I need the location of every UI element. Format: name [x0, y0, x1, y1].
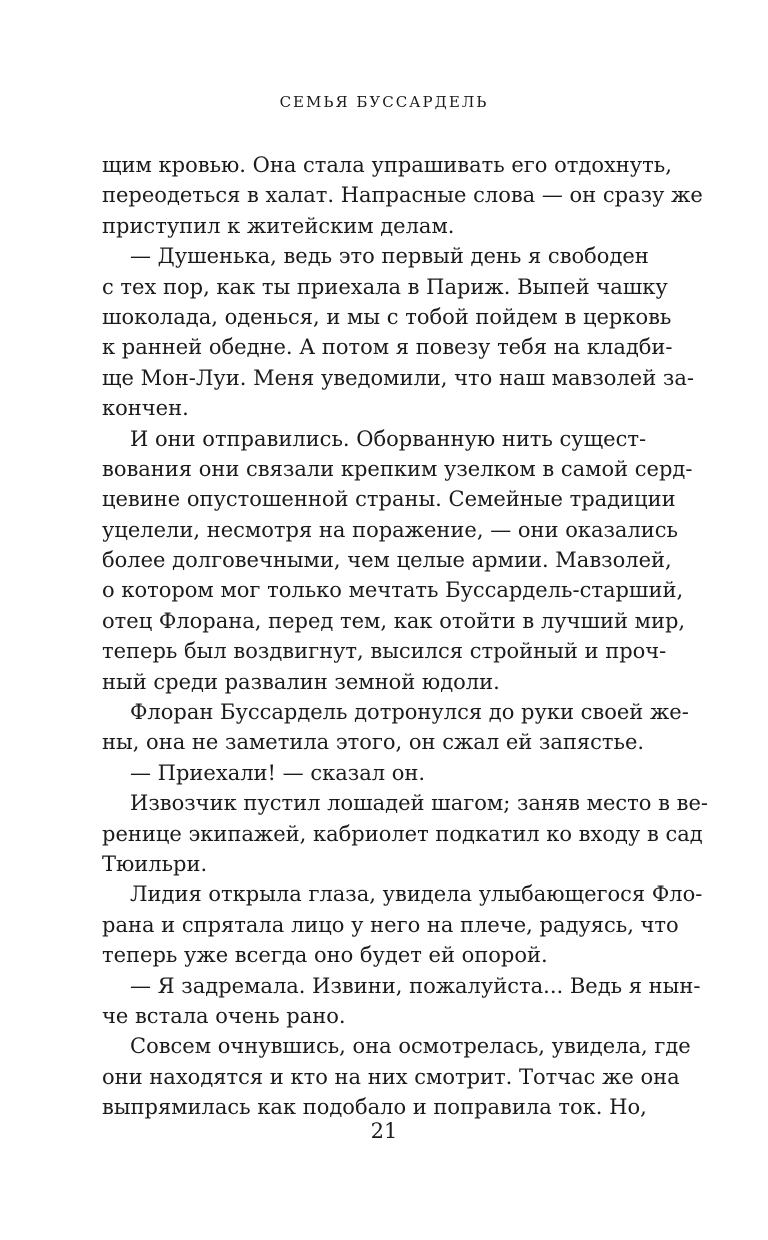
text-line: теперь уже всегда оно будет ей опорой. [102, 943, 548, 968]
text-line: Совсем очнувшись, она осмотрелась, увидела, где [130, 1034, 691, 1059]
text-line: Флоран Буссардель дотронулся до руки своей же- [130, 700, 689, 725]
text-line: щим кровью. Она стала упрашивать его отдохнуть, [102, 153, 672, 177]
text-line: ще Мон-Луи. Меня уведомили, что наш мавзолей за- [102, 365, 694, 390]
text-line: теперь был воздвигнут, высился стройный и проч- [102, 639, 667, 664]
text-line: Лидия открыла глаза, увидела улыбающегося Фло- [130, 882, 703, 907]
text-line: Извозчик пустил лошадей шагом; заняв место в ве- [130, 791, 708, 816]
text-line: выпрямилась как подобало и поправила ток. Но, [102, 1095, 647, 1120]
text-line: че встала очень рано. [102, 1003, 346, 1028]
text-line: ный среди развалин земной юдоли. [102, 669, 500, 694]
text-line: ны, она не заметила этого, он сжал ей запястье. [102, 730, 645, 755]
text-line: вования они связали крепким узелком в самой серд- [102, 456, 693, 481]
text-line: переодеться в халат. Напрасные слова — он сразу же [102, 183, 703, 208]
text-line: Тюильри. [102, 851, 208, 876]
text-line: кончен. [102, 396, 189, 421]
body-text [102, 150, 708, 1123]
text-line: с тех пор, как ты приехала в Париж. Выпей чашку [102, 274, 668, 299]
text-line: к ранней обедне. А потом я повезу тебя на кладби- [102, 335, 673, 360]
text-line: цевине опустошенной страны. Семейные традиции [102, 487, 676, 512]
text-line: приступил к житейским делам. [102, 213, 455, 238]
page-number: 21 [370, 1119, 398, 1143]
text-line: отец Флорана, перед тем, как отойти в лучший мир, [102, 608, 686, 633]
text-line: рана и спрятала лицо у него на плече, радуясь, что [102, 912, 679, 937]
running-head: СЕМЬЯ БУССАРДЕЛЬ [279, 93, 489, 111]
text-line: более долговечными, чем целые армии. Мавзолей, [102, 548, 672, 573]
text-line: — Душенька, ведь это первый день я свободен [130, 244, 649, 269]
text-line: — Приехали! — сказал он. [130, 760, 426, 785]
text-line: шоколада, оденься, и мы с тобой пойдем в церковь [102, 304, 672, 329]
text-line: ренице экипажей, кабриолет подкатил ко входу в сад [102, 821, 703, 846]
text-line: уцелели, несмотря на поражение, — они оказались [102, 517, 678, 542]
text-line: о котором мог только мечтать Буссардель-старший, [102, 578, 684, 603]
text-line: они находятся и кто на них смотрит. Тотчас же она [102, 1064, 680, 1089]
text-line: — Я задремала. Извини, пожалуйста... Ведь я нын- [130, 973, 701, 998]
text-line: И они отправились. Оборванную нить сущест- [130, 426, 647, 451]
